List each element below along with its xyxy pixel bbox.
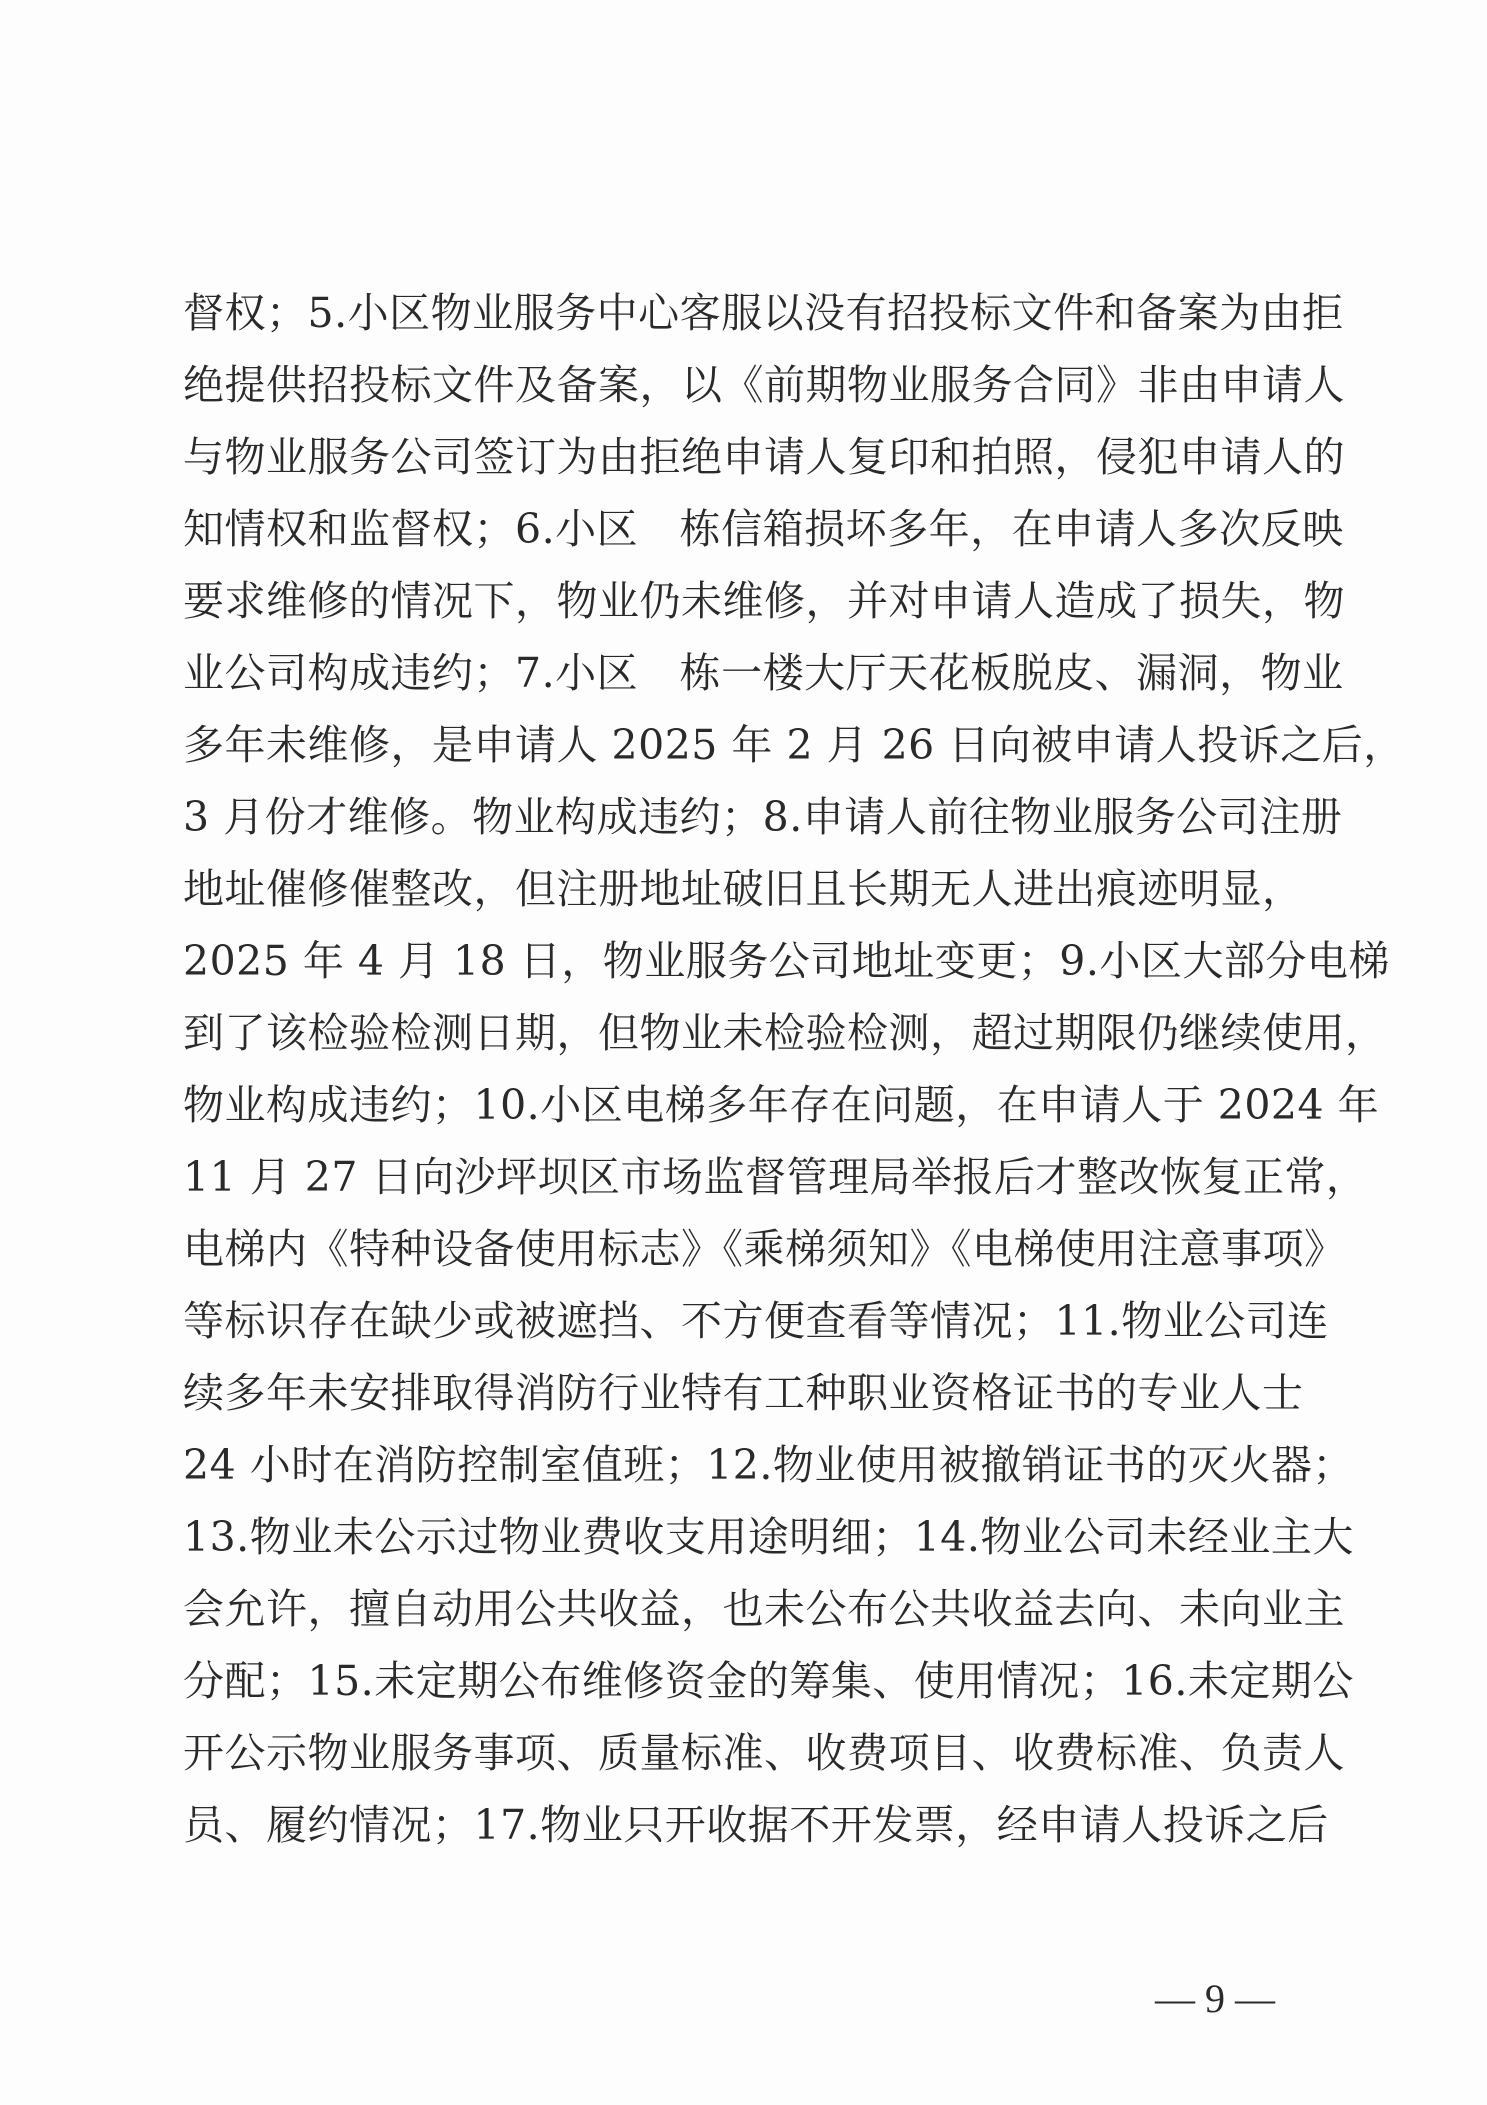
- text-line: 地址催修催整改，但注册地址破旧且长期无人进出痕迹明显，: [183, 865, 1304, 913]
- text-line: 开公示物业服务事项、质量标准、收费项目、收费标准、负责人: [183, 1729, 1345, 1777]
- page-number: — 9 —: [1155, 1976, 1275, 2021]
- text-line: 会允许，擅自动用公共收益，也未公布公共收益去向、未向业主: [183, 1585, 1345, 1633]
- text-line: 续多年未安排取得消防行业特有工种职业资格证书的专业人士: [183, 1369, 1304, 1417]
- text-line: 多年未维修，是申请人 2025 年 2 月 26 日向被申请人投诉之后，: [183, 721, 1405, 769]
- text-line: 24 小时在消防控制室值班；12.物业使用被撤销证书的灭火器；: [183, 1441, 1354, 1489]
- text-line: 员、履约情况；17.物业只开收据不开发票，经申请人投诉之后: [183, 1801, 1329, 1849]
- text-line: 督权；5.小区物业服务中心客服以没有招投标文件和备案为由拒: [183, 289, 1344, 337]
- text-line: 与物业服务公司签订为由拒绝申请人复印和拍照，侵犯申请人的: [183, 433, 1345, 481]
- text-line: 11 月 27 日向沙坪坝区市场监督管理局举报后才整改恢复正常，: [183, 1153, 1368, 1201]
- text-line: 电梯内《特种设备使用标志》《乘梯须知》《电梯使用注意事项》: [183, 1225, 1346, 1273]
- text-line: 等标识存在缺少或被遮挡、不方便查看等情况；11.物业公司连: [183, 1297, 1329, 1345]
- text-line: 知情权和监督权；6.小区 栋信箱损坏多年，在申请人多次反映: [183, 505, 1344, 553]
- text-line: 要求维修的情况下，物业仍未维修，并对申请人造成了损失，物: [183, 577, 1345, 625]
- text-line: 物业构成违约；10.小区电梯多年存在问题，在申请人于 2024 年: [183, 1081, 1380, 1129]
- text-line: 分配；15.未定期公布维修资金的筹集、使用情况；16.未定期公: [183, 1657, 1354, 1705]
- text-line: 13.物业未公示过物业费收支用途明细；14.物业公司未经业主大: [183, 1513, 1354, 1561]
- text-line: 3 月份才维修。物业构成违约；8.申请人前往物业服务公司注册: [183, 793, 1343, 841]
- text-line: 绝提供招投标文件及备案，以《前期物业服务合同》非由申请人: [183, 361, 1345, 409]
- text-line: 业公司构成违约；7.小区 栋一楼大厅天花板脱皮、漏洞，物业: [183, 649, 1344, 697]
- body-text: [183, 277, 1405, 1861]
- text-line: 到了该检验检测日期，但物业未检验检测，超过期限仍继续使用，: [183, 1009, 1387, 1057]
- text-line: 2025 年 4 月 18 日，物业服务公司地址变更；9.小区大部分电梯: [183, 937, 1390, 985]
